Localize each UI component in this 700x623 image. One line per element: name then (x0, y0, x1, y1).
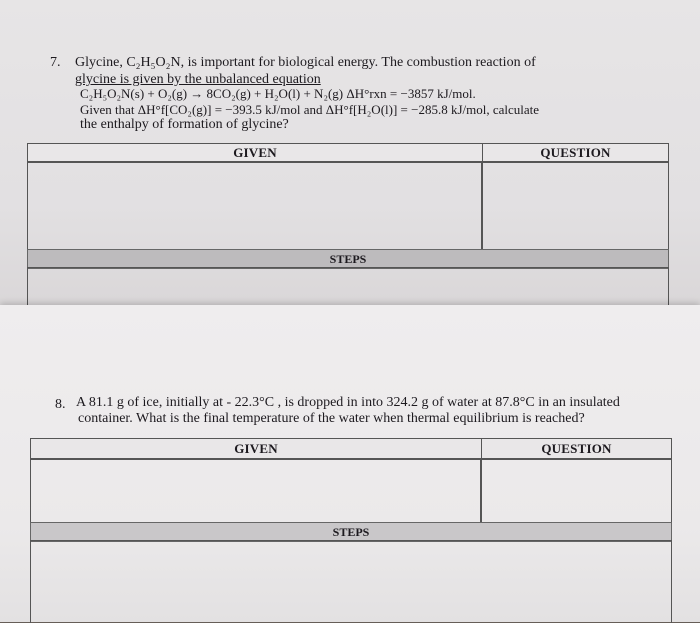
worksheet-page-bottom (0, 305, 700, 622)
question-7-question-box[interactable] (481, 161, 669, 251)
question-7-steps-box[interactable] (27, 267, 669, 308)
question-7-number: 7. (50, 55, 61, 70)
question-8-line-1: A 81.1 g of ice, initially at - 22.3°C , is dropped in into 324.2 g of water at 87.8°C in an insulated (76, 395, 620, 410)
question-8-line-2: container. What is the final temperature of the water when thermal equilibrium is reached? (78, 411, 585, 426)
question-8-steps-header: STEPS (30, 522, 672, 542)
question-7-table-header (27, 143, 669, 163)
question-7-line-2: glycine is given by the unbalanced equation (75, 72, 321, 87)
question-8-table-header (30, 438, 672, 460)
question-8-given-header: GIVEN (31, 439, 482, 459)
question-8-question-header: QUESTION (541, 441, 612, 456)
question-7-line-1: Glycine, C₂H₅O₂N, is important for biological energy. The combustion reaction of (75, 55, 536, 70)
question-7-given-box[interactable] (27, 161, 483, 251)
question-8-number: 8. (55, 397, 66, 412)
question-7-line-5: the enthalpy of formation of glycine? (80, 117, 289, 132)
question-7-question-header: QUESTION (540, 145, 611, 160)
question-7-line-4: Given that ΔH°f[CO₂(g)] = −393.5 kJ/mol and ΔH°f[H₂O(l)] = −285.8 kJ/mol, calculate (80, 102, 540, 117)
question-7-steps-header: STEPS (27, 249, 669, 269)
question-7-equation: C₂H₅O₂N(s) + O₂(g) → 8CO₂(g) + H₂O(l) + N₂(g) ΔH°rxn = −3857 kJ/mol. (80, 86, 476, 101)
question-8-steps-box[interactable] (30, 540, 672, 623)
question-7-given-header: GIVEN (28, 144, 483, 162)
